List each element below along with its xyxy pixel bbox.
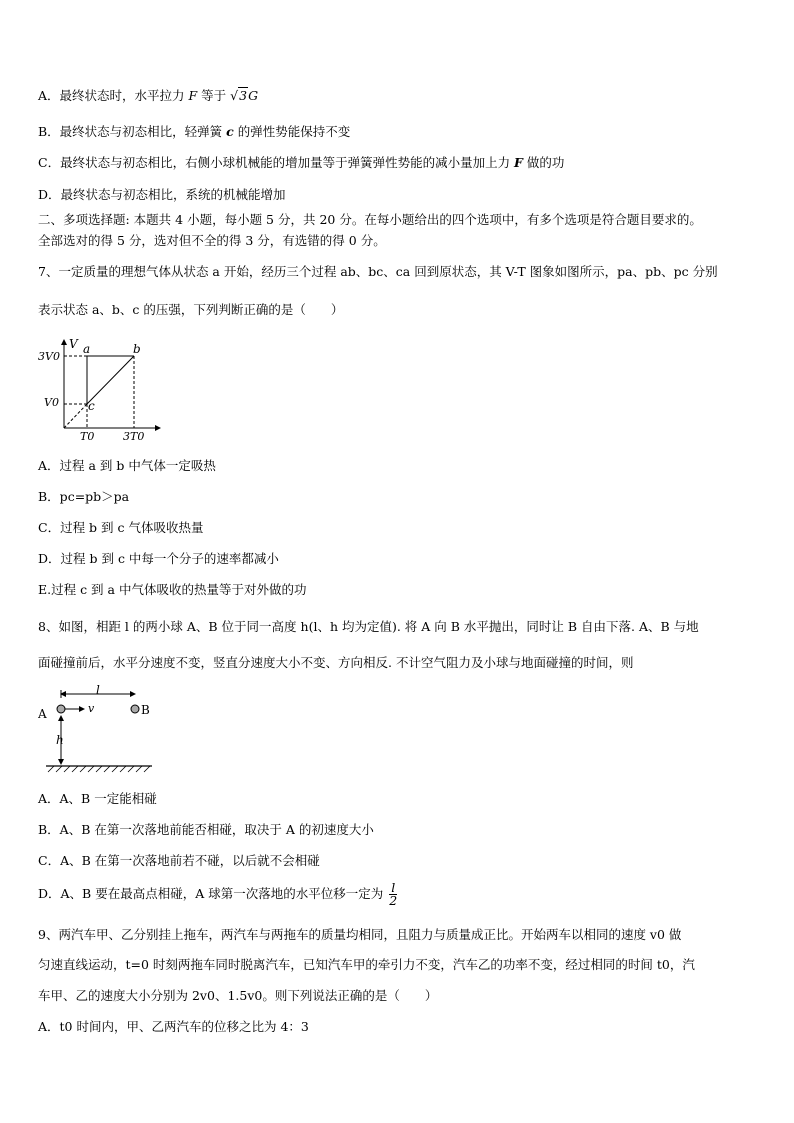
q7-stem-line1: 7、一定质量的理想气体从状态 a 开始，经历三个过程 ab、bc、ca 回到原状态，其 V-T 图象如图所示，pa、pb、pc 分别 [38, 264, 718, 279]
q9-stem-line3: 车甲、乙的速度大小分别为 2v0、1.5v0。则下列说法正确的是（ ） [38, 988, 438, 1003]
q6-option-b-text: B．最终状态与初态相比，轻弹簧 [38, 124, 227, 139]
q6-option-c [38, 155, 564, 171]
state-b-label: b [133, 342, 141, 356]
fraction-numerator: l [391, 880, 396, 895]
q6-option-a [38, 88, 258, 104]
q7-stem-line2: 表示状态 a、b、c 的压强，下列判断正确的是（ ） [38, 302, 344, 317]
q8-stem-line2: 面碰撞前后，水平分速度不变，竖直分速度大小不变、方向相反. 不计空气阻力及小球与地面碰撞的时间，则 [38, 655, 634, 670]
q7-option-a: A．过程 a 到 b 中气体一定吸热 [38, 458, 216, 473]
height-label: h [56, 733, 64, 747]
ball-a-label: A [38, 707, 47, 721]
q7-option-d: D．过程 b 到 c 中每一个分子的速率都减小 [38, 551, 279, 566]
q6-option-a-text: A．最终状态时，水平拉力 [38, 88, 189, 103]
ball-b-label: B [141, 703, 150, 717]
ground-hatch [48, 766, 150, 772]
q9-stem-line1: 9、两汽车甲、乙分别挂上拖车，两汽车与两拖车的质量均相同，且阻力与质量成正比。开始两车以相同的速度 v0 做 [38, 927, 682, 942]
q8-stem-line1: 8、如图，相距 l 的两小球 A、B 位于同一高度 h(l、h 均为定值). 将 A 向 B 水平抛出，同时让 B 自由下落. A、B 与地 [38, 619, 699, 634]
y-tick-3v0: 3V0 [38, 350, 60, 363]
ball-b [131, 705, 139, 713]
sqrt-radicand: 3 [239, 88, 248, 103]
origin-dashed [64, 404, 87, 428]
process-bc [87, 356, 134, 404]
q8-option-a: A．A、B 一定能相碰 [38, 791, 157, 806]
q6-option-a-gravity: G [248, 88, 259, 103]
q9-stem-line2: 匀速直线运动，t=0 时刻两拖车同时脱离汽车，已知汽车甲的牵引力不变，汽车乙的功率不变，经过相同的时间 t0，汽 [38, 957, 695, 972]
q8-option-c: C．A、B 在第一次落地前若不碰，以后就不会相碰 [38, 853, 320, 868]
q6-option-b-post: 的弹性势能保持不变 [233, 124, 351, 139]
q9-option-a: A．t0 时间内，甲、乙两汽车的位移之比为 4：3 [38, 1019, 309, 1034]
sqrt-symbol: √3 [230, 88, 248, 103]
q8-projectile-figure [38, 684, 158, 776]
section-heading-line1: 二、多项选择题: 本题共 4 小题，每小题 5 分，共 20 分。在每小题给出的四个选项中，有多个选项是符合题目要求的。 [38, 212, 702, 227]
q7-option-c: C．过程 b 到 c 气体吸收热量 [38, 520, 204, 535]
velocity-label: v [88, 702, 95, 715]
fraction-denominator: 2 [389, 893, 398, 908]
q7-vt-graph [38, 336, 168, 446]
q6-option-a-mid: 等于 [197, 88, 227, 103]
y-tick-v0: V0 [44, 396, 59, 409]
q8-option-d-text: D．A、B 要在最高点相碰，A 球第一次落地的水平位移一定为 [38, 886, 384, 901]
distance-l-label: l [96, 684, 100, 697]
q6-option-c-post: 做的功 [522, 155, 565, 170]
fraction-l-over-2 [389, 882, 397, 907]
q7-option-b: B．pc=pb＞pa [38, 489, 130, 504]
x-tick-t0: T0 [80, 430, 95, 443]
q6-option-c-force: F [514, 155, 523, 170]
q8-option-b: B．A、B 在第一次落地前能否相碰，取决于 A 的初速度大小 [38, 822, 374, 837]
q6-option-c-text: C．最终状态与初态相比，右侧小球机械能的增加量等于弹簧弹性势能的减小量加上力 [38, 155, 515, 170]
q7-option-e: E.过程 c 到 a 中气体吸收的热量等于对外做的功 [38, 582, 307, 597]
q6-option-b-spring: c [226, 124, 234, 139]
x-tick-3t0: 3T0 [123, 430, 145, 443]
v-axis-label: V [69, 337, 78, 351]
q6-option-d: D．最终状态与初态相比，系统的机械能增加 [38, 187, 286, 202]
state-c-label: c [88, 399, 95, 413]
q8-option-d [38, 882, 397, 907]
state-a-label: a [83, 342, 91, 356]
q6-option-b [38, 124, 350, 140]
ball-a [57, 705, 65, 713]
section-heading-line2: 全部选对的得 5 分，选对但不全的得 3 分，有选错的得 0 分。 [38, 233, 386, 248]
q6-option-a-force: F [188, 88, 198, 103]
